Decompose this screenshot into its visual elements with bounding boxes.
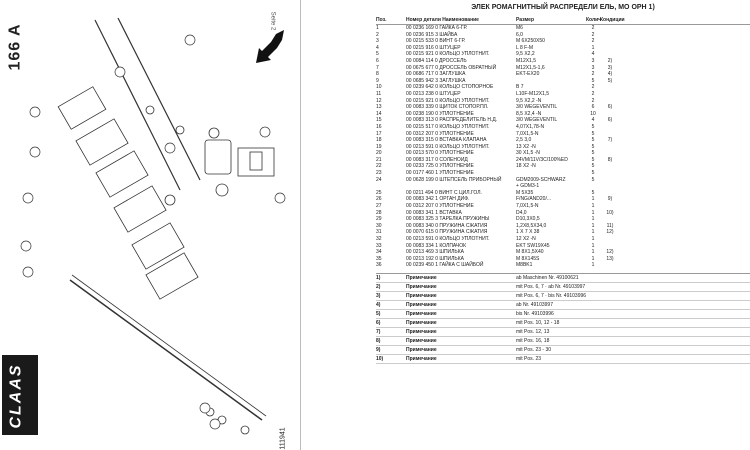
cell-qty: 2: [591, 25, 595, 31]
cell-qty: 1: [591, 222, 595, 229]
cell-part-number: 00 0239 642 0 КОЛЬЦО СТОПОРНОЕ: [406, 84, 494, 91]
cell-part-number: [406, 183, 516, 190]
cell-part-number: 00 0083 341 1 ВСТАВКА: [406, 209, 462, 216]
note-row: [376, 346, 750, 355]
table-row: [376, 71, 750, 78]
cell-size: EKT-EX20: [516, 71, 540, 78]
table-row: [376, 111, 750, 118]
cell-part-number: 00 0312 207 0 УПЛОТНЕНИЕ: [406, 203, 474, 210]
cell-part-number: 00 0686 717 0 ЗАГЛУШКА: [406, 71, 466, 78]
drawing-id: 111941: [279, 427, 287, 450]
cell-size: 8,5 X2,4 -N: [516, 110, 542, 117]
cell-qty: 1: [591, 255, 595, 262]
note-label: Примечание: [406, 346, 437, 353]
note-row: [376, 283, 750, 292]
note-label: Примечание: [406, 337, 437, 344]
cell-pos: 19: [376, 143, 382, 150]
cell-part-number: 00 0215 921 0 КОЛЬЦО УПЛОТНИТ.: [406, 97, 490, 104]
cell-size: D4,0: [516, 209, 527, 216]
cell-pos: 18: [376, 137, 382, 144]
note-row: [376, 292, 750, 301]
notes-list: [376, 273, 750, 364]
cell-condition: [600, 203, 620, 210]
cell-size: 1 X 7 X 38: [516, 229, 540, 236]
cell-part-number: 00 0177 460 1 УПЛОТНЕНИЕ: [406, 170, 474, 177]
cell-condition: 9): [607, 196, 613, 203]
cell-size: 3/0 WEGEVENTIL: [516, 104, 558, 111]
cell-pos: 15: [376, 117, 382, 124]
note-number: 1): [376, 274, 381, 281]
cell-part-number: 00 0233 725 0 УПЛОТНЕНИЕ: [406, 163, 474, 170]
cell-condition: [600, 45, 620, 52]
cell-condition: [600, 243, 620, 250]
table-row: [376, 203, 750, 210]
cell-pos: 30: [376, 222, 382, 229]
table-row: [376, 177, 750, 184]
cell-condition: [600, 131, 620, 138]
cell-qty: 1: [591, 196, 595, 203]
cell-pos: 4: [376, 44, 379, 51]
note-row: [376, 319, 750, 328]
cell-qty: 5: [591, 130, 595, 137]
note-number: 9): [376, 346, 381, 353]
note-label: Примечание: [406, 283, 437, 290]
parts-list-page: [376, 0, 750, 450]
cell-qty: 5: [591, 170, 595, 177]
cell-condition: 5): [607, 77, 613, 84]
cell-qty: 1: [591, 209, 595, 216]
cell-qty: 2: [591, 84, 595, 91]
cell-qty: 1: [591, 203, 595, 210]
header-condition: Кондиции: [600, 17, 625, 23]
cell-part-number: 00 0213 591 0 КОЛЬЦО УПЛОТНИТ.: [406, 236, 490, 242]
cell-pos: 10: [376, 84, 382, 91]
table-row: [376, 38, 750, 45]
cell-size: 2,5 3,0: [516, 137, 532, 144]
cell-condition: 10): [606, 209, 614, 216]
cell-condition: [600, 170, 620, 177]
cell-condition: [600, 190, 620, 197]
cell-part-number: 00 0215 533 0 ВИНТ 6-ГР.: [406, 38, 466, 45]
cell-pos: 5: [376, 51, 379, 58]
claas-logo: CLAAS: [2, 355, 38, 435]
note-text: ab Nr. 49103997: [516, 301, 553, 308]
cell-qty: 5: [591, 163, 595, 170]
cell-condition: [600, 124, 620, 131]
exploded-diagram: [0, 0, 300, 450]
cell-size: 6,0: [516, 31, 523, 38]
cell-size: M6: [516, 25, 523, 31]
note-label: Примечание: [406, 319, 437, 326]
cell-pos: 1: [376, 25, 379, 31]
cell-part-number: 00 0215 517 0 КОЛЬЦО УПЛОТНИТ.: [406, 123, 490, 130]
cell-condition: [600, 216, 620, 223]
cell-pos: 20: [376, 150, 382, 157]
cell-size: L 8 F-M: [516, 44, 534, 51]
cell-pos: 2: [376, 31, 379, 38]
cell-condition: 3): [607, 64, 613, 71]
cell-pos: [376, 183, 406, 190]
cell-pos: 14: [376, 110, 382, 117]
cell-qty: 10: [590, 110, 596, 117]
table-row: [376, 223, 750, 230]
note-text: ab Maschinen Nr. 49100621: [516, 274, 579, 281]
cell-part-number: 00 0213 192 0 ШПИЛЬКА: [406, 255, 464, 262]
cell-condition: [600, 38, 620, 45]
cell-size: 9,5 X2,2: [516, 51, 535, 58]
note-row: [376, 337, 750, 346]
table-row: [376, 183, 750, 190]
cell-qty: 5: [591, 77, 595, 84]
cell-condition: 4): [607, 71, 613, 78]
cell-condition: [600, 262, 620, 269]
cell-size: 12 X2 -N: [516, 236, 536, 242]
cell-pos: 21: [376, 156, 382, 163]
cell-size: 3/0 WEGEVENTIL: [516, 117, 558, 124]
note-row: [376, 310, 750, 319]
header-pos: Поз.: [376, 17, 387, 23]
cell-qty: 1: [591, 229, 595, 236]
table-row: [376, 236, 750, 243]
cell-condition: 8): [607, 156, 613, 163]
parts-list-title: ЭЛЕК РОМАГНИТНЫЙ РАСПРЕДЕЛИ ЕЛЬ, МО ОРН 1): [471, 4, 655, 11]
cell-qty: 2: [591, 31, 595, 38]
cell-qty: 5: [591, 156, 595, 163]
cell-condition: 7): [607, 137, 613, 144]
cell-part-number: 00 0215 921 0 КОЛЬЦО УПЛОТНИТ.: [406, 51, 490, 58]
cell-part-number: 00 0213 469 3 ШПИЛЬКА: [406, 249, 464, 256]
cell-size: B 7: [516, 84, 524, 91]
cell-qty: 1: [591, 242, 595, 249]
note-text: mit Pos. 16, 18: [516, 337, 550, 344]
cell-condition: [600, 144, 620, 151]
cell-part-number: 00 0083 315 0 ВСТАВКА КЛАПАНА: [406, 137, 487, 144]
table-row: [376, 91, 750, 98]
table-row: [376, 144, 750, 151]
cell-size: M12X1,5: [516, 57, 537, 64]
note-number: 5): [376, 310, 381, 317]
table-row: [376, 137, 750, 144]
cell-condition: [600, 111, 620, 118]
cell-pos: 8: [376, 71, 379, 78]
cell-size: 7,0X1,5-N: [516, 203, 539, 210]
side-label: Seite 2: [269, 11, 276, 31]
cell-condition: 6): [607, 104, 613, 111]
cell-condition: 2): [607, 57, 613, 64]
table-row: [376, 25, 750, 32]
table-row: [376, 84, 750, 91]
cell-size: L10F-M12X1,5: [516, 90, 550, 97]
table-row: [376, 124, 750, 131]
cell-pos: 31: [376, 229, 382, 236]
note-text: mit Pos. 10, 12 - 18: [516, 319, 560, 326]
cell-qty: 5: [591, 189, 595, 196]
cell-pos: 6: [376, 57, 379, 64]
cell-condition: 13): [606, 255, 614, 262]
cell-condition: [600, 25, 620, 32]
cell-part-number: 00 0083 325 3 ТАРЕЛКА ПРУЖИНЫ: [406, 216, 490, 223]
cell-part-number: 00 0083 342 1 ОРГАН ДИФ.: [406, 196, 470, 203]
parts-table-body: [376, 25, 750, 269]
note-label: Примечание: [406, 355, 437, 362]
table-row: [376, 157, 750, 164]
cell-part-number: 00 0084 114 0 ДРОССЕЛЬ: [406, 57, 467, 64]
cell-part-number: 00 0211 494 0 ВИНТ С ЦИЛ.ГОЛ.: [406, 189, 482, 196]
cell-pos: 13: [376, 104, 382, 111]
table-row: [376, 58, 750, 65]
table-row: [376, 104, 750, 111]
cell-part-number: 00 0215 916 0 ШТУЦЕР: [406, 44, 461, 51]
note-row: [376, 301, 750, 310]
cell-pos: 26: [376, 196, 382, 203]
table-row: [376, 45, 750, 52]
cell-qty: [586, 183, 600, 190]
note-number: 7): [376, 328, 381, 335]
cell-part-number: 00 0070 615 0 ПРУЖИНА СЖАТИЯ: [406, 229, 488, 236]
note-text: bis Nr. 49103996: [516, 310, 554, 317]
cell-size: M 8X145S: [516, 255, 540, 262]
table-row: [376, 163, 750, 170]
cell-part-number: 00 0236 169 0 ГАЙКА 6-ГР.: [406, 25, 468, 31]
table-row: [376, 32, 750, 39]
cell-pos: 32: [376, 236, 382, 242]
table-row: [376, 210, 750, 217]
cell-qty: 5: [591, 123, 595, 130]
cell-pos: 17: [376, 130, 382, 137]
table-row: [376, 249, 750, 256]
cell-part-number: 00 0083 317 0 СОЛЕНОИД: [406, 156, 468, 163]
cell-size: M8BK1: [516, 262, 533, 269]
note-row: [376, 328, 750, 337]
cell-part-number: 00 0238 190 0 УПЛОТНЕНИЕ: [406, 110, 474, 117]
cell-qty: 1: [591, 262, 595, 269]
cell-size: M 8X1,5X40: [516, 249, 544, 256]
note-number: 10): [376, 355, 384, 362]
cell-pos: 25: [376, 189, 382, 196]
cell-pos: 7: [376, 64, 379, 71]
cell-condition: [600, 183, 620, 190]
cell-condition: [600, 51, 620, 58]
cell-condition: 6): [607, 117, 613, 124]
cell-pos: 3: [376, 38, 379, 45]
cell-pos: 35: [376, 255, 382, 262]
cell-size: EKT SW19X45: [516, 242, 550, 249]
cell-qty: 1: [591, 216, 595, 223]
cell-size: M 6X250X50: [516, 38, 545, 45]
table-row: [376, 170, 750, 177]
table-row: [376, 196, 750, 203]
cell-qty: 2: [591, 90, 595, 97]
cell-condition: [600, 98, 620, 105]
table-row: [376, 131, 750, 138]
cell-part-number: 00 0213 570 0 УПЛОТНЕНИЕ: [406, 150, 474, 157]
cell-condition: 11): [606, 222, 614, 229]
cell-pos: 12: [376, 97, 382, 104]
cell-size: 7,0X1,5-N: [516, 130, 539, 137]
note-number: 8): [376, 337, 381, 344]
cell-condition: [600, 84, 620, 91]
cell-qty: 4: [591, 117, 595, 124]
cell-qty: 5: [591, 137, 595, 144]
cell-qty: 4: [591, 51, 595, 58]
cell-condition: [600, 177, 620, 184]
cell-part-number: 00 0239 450 1 ГАЙКА С ШАЙБОЙ: [406, 262, 484, 269]
cell-size: GDM2009-SCHWARZ: [516, 176, 566, 183]
cell-part-number: 00 0628 199 0 ШТЕПСЕЛЬ ПРИБОРНЫЙ: [406, 176, 502, 183]
exploded-diagram-page: [0, 0, 301, 450]
note-text: mit Pos. 23: [516, 355, 542, 362]
cell-pos: 34: [376, 249, 382, 256]
cell-size: M 5X35: [516, 189, 534, 196]
note-label: Примечание: [406, 301, 437, 308]
cell-size: D10,3X0,5: [516, 216, 540, 223]
cell-pos: 29: [376, 216, 382, 223]
cell-qty: 1: [591, 44, 595, 51]
cell-size: 30 X1,5 -N: [516, 150, 540, 157]
cell-qty: 6: [591, 104, 595, 111]
header-qty: Колич: [586, 17, 602, 23]
cell-part-number: 00 0083 340 0 ПРУЖИНА СЖАТИЯ: [406, 222, 488, 229]
cell-qty: 3: [591, 64, 595, 71]
note-text: mit Pos. 6, 7 · bis Nr. 49103996: [516, 292, 587, 299]
table-row: [376, 117, 750, 124]
note-text: mit Pos. 6, 7 · ab Nr. 49103997: [516, 283, 586, 290]
note-number: 6): [376, 319, 381, 326]
cell-size: [516, 78, 586, 85]
table-row: [376, 65, 750, 72]
cell-qty: 1: [591, 249, 595, 256]
table-row: [376, 262, 750, 269]
table-row: [376, 78, 750, 85]
table-row: [376, 229, 750, 236]
cell-part-number: 00 0213 238 0 ШТУЦЕР: [406, 90, 461, 97]
cell-size: M12X1,5-1,6: [516, 64, 545, 71]
cell-qty: 5: [591, 176, 595, 183]
cell-pos: 11: [376, 90, 382, 97]
cell-qty: 2: [591, 97, 595, 104]
cell-pos: 27: [376, 203, 382, 210]
cell-pos: 9: [376, 77, 379, 84]
cell-part-number: 00 0312 207 0 УПЛОТНЕНИЕ: [406, 130, 474, 137]
cell-pos: 16: [376, 123, 382, 130]
note-label: Примечание: [406, 274, 437, 281]
cell-size: 9,5 X2,2 -N: [516, 97, 542, 104]
cell-pos: 23: [376, 170, 382, 177]
cell-condition: 12): [606, 249, 614, 256]
cell-condition: 12): [606, 229, 614, 236]
cell-pos: 24: [376, 176, 382, 183]
cell-qty: 3: [591, 57, 595, 64]
header-size: Размер: [516, 17, 535, 23]
cell-size: [516, 170, 586, 177]
cell-condition: [600, 163, 620, 170]
note-label: Примечание: [406, 292, 437, 299]
cell-size: 13 X2 -N: [516, 143, 536, 150]
cell-qty: 2: [591, 38, 595, 45]
note-label: Примечание: [406, 328, 437, 335]
cell-pos: 36: [376, 262, 382, 269]
note-row: [376, 355, 750, 364]
cell-part-number: 00 0213 591 0 КОЛЬЦО УПЛОТНИТ.: [406, 143, 490, 150]
note-text: mit Pos. 12, 13: [516, 328, 550, 335]
parts-table-header: [376, 17, 750, 25]
cell-part-number: 00 0685 942 3 ЗАГЛУШКА: [406, 77, 466, 84]
note-number: 2): [376, 283, 381, 290]
note-text: mit Pos. 23 - 30: [516, 346, 552, 353]
cell-part-number: 00 0236 915 3 ШАЙБА: [406, 31, 458, 38]
cell-size: 4,07X1,78-N: [516, 123, 545, 130]
cell-size: 18 X2 -N: [516, 163, 536, 170]
cell-condition: [600, 150, 620, 157]
cell-part-number: 00 0083 313 0 РАСПРЕДЕЛИТЕЛЬ Н.Д.: [406, 117, 498, 124]
cell-part-number: 00 0675 677 0 ДРОССЕЛЬ ОБРАТНЫЙ: [406, 64, 497, 71]
note-number: 4): [376, 301, 381, 308]
cell-part-number: 00 0083 339 0 ЩИТОК СТОПОР.ПЛ.: [406, 104, 489, 111]
page-code: 166 A: [6, 23, 24, 71]
note-row: [376, 274, 750, 283]
cell-qty: 5: [591, 150, 595, 157]
cell-part-number: 00 0083 334 1 КОЛПАЧОК: [406, 242, 467, 249]
cell-condition: [600, 32, 620, 39]
header-part-number: Номер детали Наименование: [406, 17, 479, 23]
cell-qty: 2: [591, 71, 595, 78]
cell-pos: 22: [376, 163, 382, 170]
table-row: [376, 243, 750, 250]
cell-pos: 28: [376, 209, 382, 216]
table-row: [376, 150, 750, 157]
cell-qty: 1: [591, 236, 595, 242]
cell-pos: 33: [376, 242, 382, 249]
table-row: [376, 216, 750, 223]
cell-qty: 5: [591, 143, 595, 150]
cell-size: 24VM/11V/3C/100%ED: [516, 156, 568, 163]
note-number: 3): [376, 292, 381, 299]
note-label: Примечание: [406, 310, 437, 317]
cell-size: 1,2X8,5X34,0: [516, 222, 547, 229]
cell-size: + GDM3-1: [516, 183, 540, 190]
table-row: [376, 98, 750, 105]
cell-condition: [600, 236, 620, 243]
table-row: [376, 190, 750, 197]
cell-size: F/NG/AND20/...: [516, 196, 552, 203]
table-row: [376, 51, 750, 58]
cell-condition: [600, 91, 620, 98]
